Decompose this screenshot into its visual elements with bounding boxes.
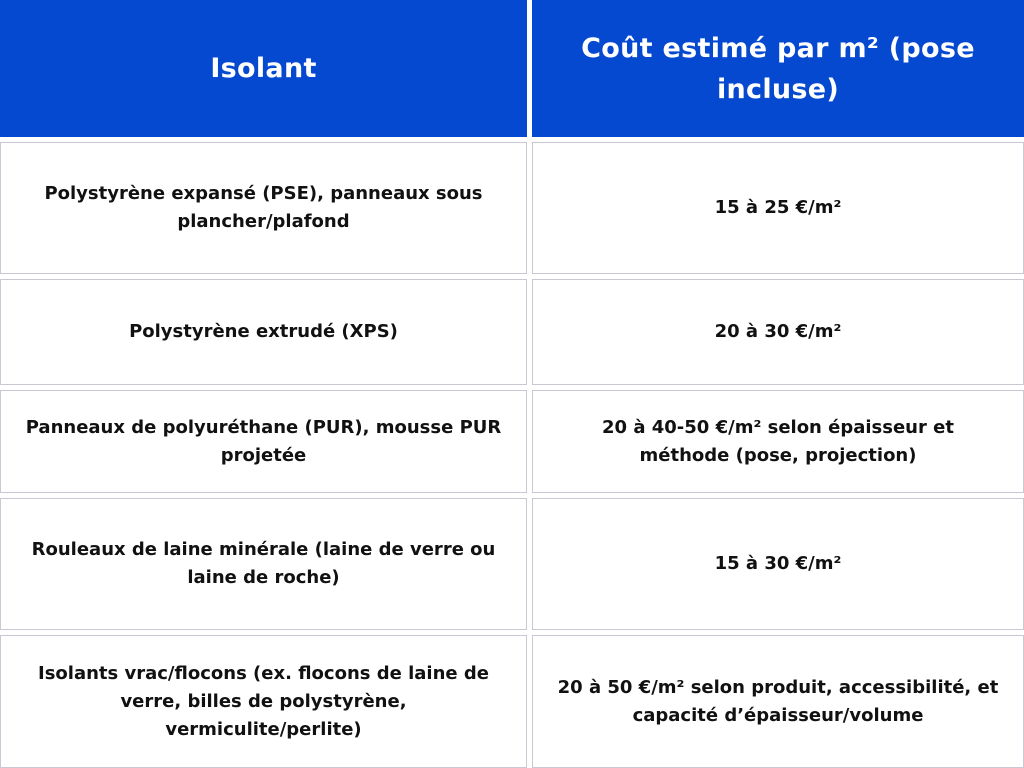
- row-5-cout-text: 20 à 50 €/m² selon produit, accessibilité, et capacité d’épaisseur/volume: [557, 676, 999, 726]
- table-row-2-isolant: [0, 279, 527, 385]
- table-row-5-cout: [532, 635, 1024, 768]
- table-row-5-isolant: [0, 635, 527, 768]
- row-1-isolant-text: Polystyrène expansé (PSE), panneaux sous plancher/plafond: [44, 183, 483, 232]
- header-cout-label: Coût estimé par m² (pose incluse): [581, 32, 975, 105]
- table-row-3-cout: [532, 390, 1024, 493]
- table-row-1-cout: [532, 142, 1024, 274]
- row-2-cout-text: 20 à 30 €/m²: [714, 321, 842, 342]
- header-isolant: [0, 0, 527, 137]
- row-5-isolant-text: Isolants vrac/flocons (ex. flocons de laine de verre, billes de polystyrène, vermiculite/perlite): [38, 662, 489, 740]
- row-1-cout-text: 15 à 25 €/m²: [714, 197, 842, 218]
- table-row-4-cout: [532, 498, 1024, 630]
- table-row-2-cout: [532, 279, 1024, 385]
- header-cout: [532, 0, 1024, 137]
- table-row-3-isolant: [0, 390, 527, 493]
- row-4-cout-text: 15 à 30 €/m²: [714, 553, 842, 574]
- row-3-cout-text: 20 à 40-50 €/m² selon épaisseur et méthode (pose, projection): [602, 416, 954, 466]
- row-2-isolant-text: Polystyrène extrudé (XPS): [129, 321, 398, 342]
- header-isolant-label: Isolant: [210, 53, 317, 84]
- table-row-1-isolant: [0, 142, 527, 274]
- row-4-isolant-text: Rouleaux de laine minérale (laine de verre ou laine de roche): [31, 539, 496, 588]
- table-row-4-isolant: [0, 498, 527, 630]
- row-3-isolant-text: Panneaux de polyuréthane (PUR), mousse PUR projetée: [25, 416, 502, 466]
